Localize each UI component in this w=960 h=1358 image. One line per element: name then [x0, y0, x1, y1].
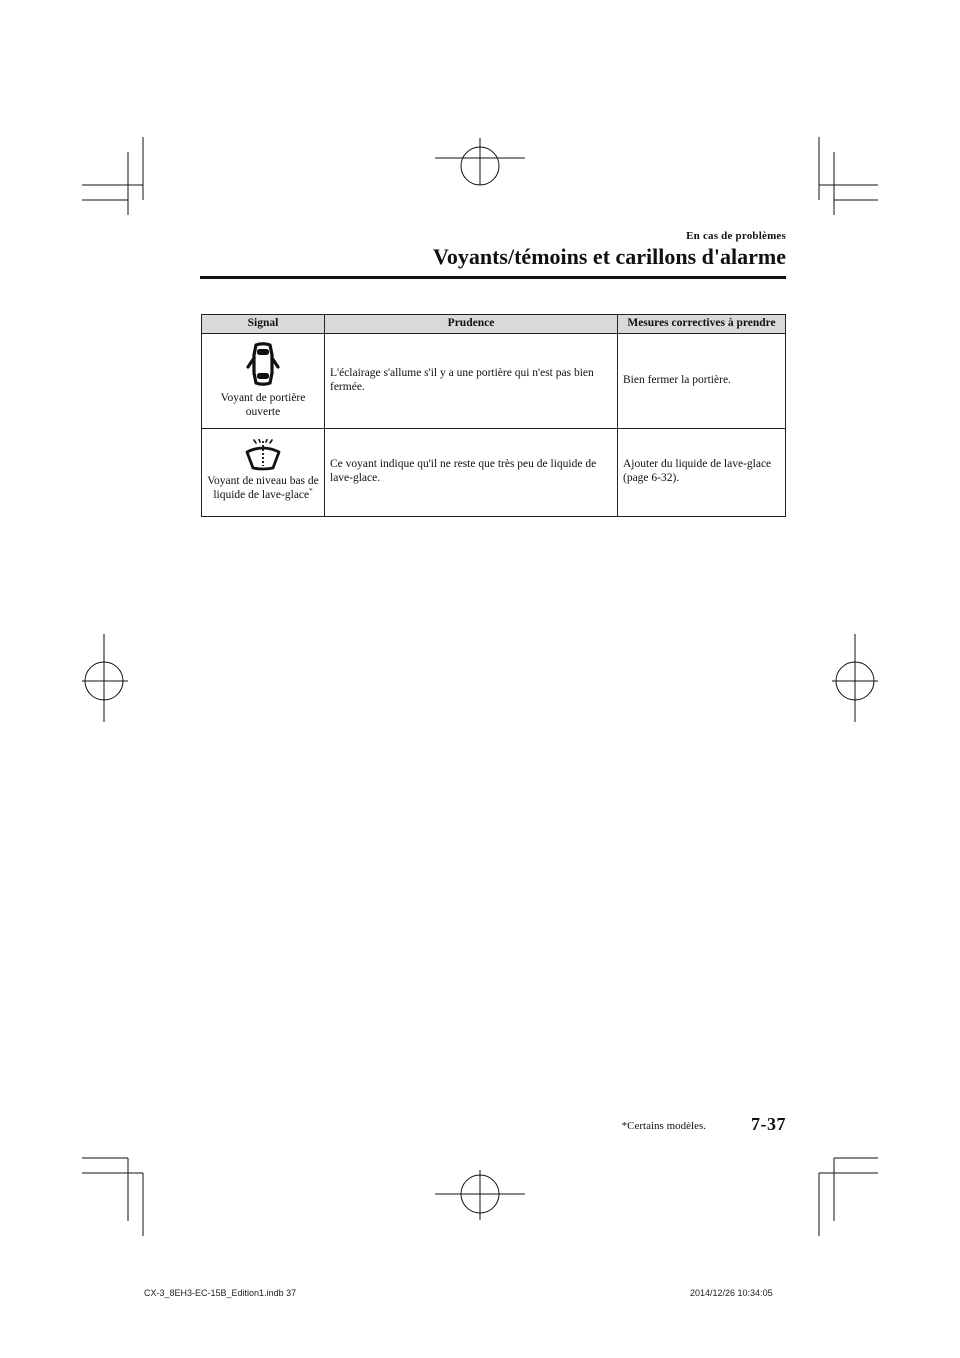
section-label: En cas de problèmes: [686, 230, 786, 242]
signal-cell: [202, 428, 325, 516]
table-row: [202, 428, 786, 516]
signal-label: Voyant de portière ouverte: [220, 392, 306, 418]
action-cell: Bien fermer la portière.: [618, 334, 786, 429]
caution-cell: L'éclairage s'allume s'il y a une portière qui n'est pas bien fermée.: [325, 334, 618, 429]
table-row: [202, 334, 786, 429]
washer-fluid-low-icon: [243, 439, 283, 471]
action-cell: Ajouter du liquide de lave-glace (page 6-32).: [618, 428, 786, 516]
column-header-signal: Signal: [202, 315, 325, 334]
warning-lights-table: [201, 314, 786, 517]
signal-label: Voyant de niveau bas de liquide de lave-glace: [207, 475, 319, 502]
column-header-caution: Prudence: [325, 315, 618, 334]
door-open-warning-icon: [246, 340, 280, 388]
page-title: Voyants/témoins et carillons d'alarme: [433, 244, 786, 269]
print-file-name: CX-3_8EH3-EC-15B_Edition1.indb 37: [144, 1288, 297, 1298]
signal-cell: [202, 334, 325, 429]
caution-cell: Ce voyant indique qu'il ne reste que très peu de liquide de lave-glace.: [325, 428, 618, 516]
title-rule: [200, 276, 786, 279]
column-header-action: Mesures correctives à prendre: [618, 315, 786, 334]
footnote: *Certains modèles.: [621, 1120, 706, 1132]
footnote-marker: *: [309, 487, 313, 496]
page-number: 7-37: [751, 1114, 786, 1134]
table-header-row: [202, 315, 786, 334]
print-timestamp: 2014/12/26 10:34:05: [690, 1288, 773, 1298]
